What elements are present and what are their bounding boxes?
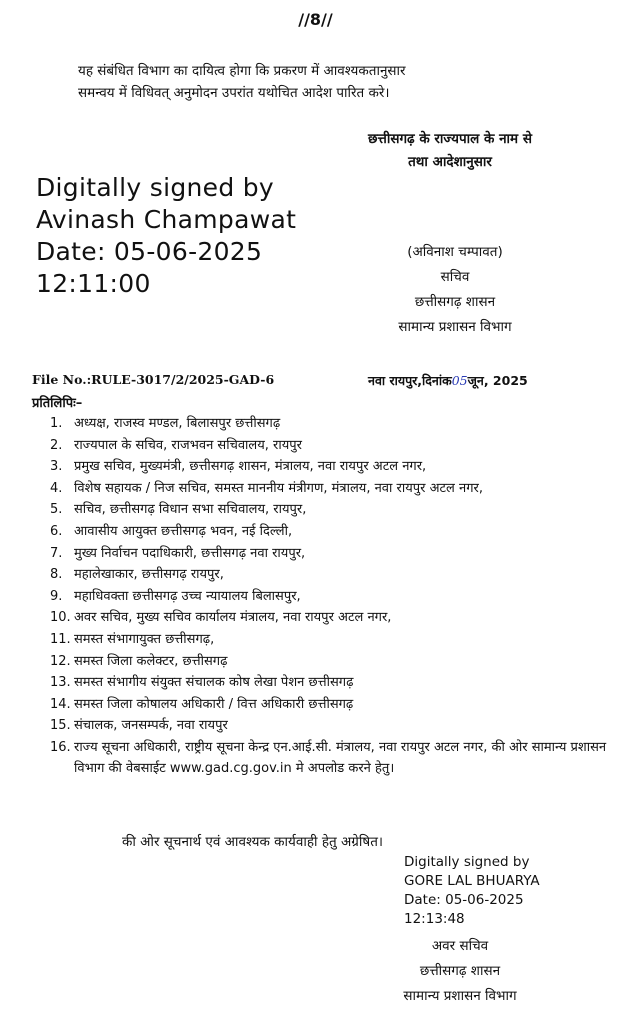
- list-item-number: 8.: [50, 567, 63, 583]
- signature-line: GORE LAL BHUARYA: [404, 873, 540, 889]
- list-item-text: राज्यपाल के सचिव, राजभवन सचिवालय, रायपुर: [74, 437, 302, 453]
- signatory-government: छत्तीसगढ़ शासन: [419, 963, 501, 979]
- list-item-text: मुख्य निर्वाचन पदाधिकारी, छत्तीसगढ़ नवा रायपुर,: [74, 545, 306, 561]
- list-item-text: राज्य सूचना अधिकारी, राष्ट्रीय सूचना केन्द्र एन.आई.सी. मंत्रालय, नवा रायपुर अटल नगर, की ओर सामान्य प्रशासन विभाग की वेबसाईट www.gad.cg.gov.in मे अपलोड करने हेतु।: [74, 739, 607, 776]
- file-number-line: [32, 372, 572, 387]
- list-item-number: 16.: [50, 739, 71, 755]
- place-date-prefix: नवा रायपुर,दिनांक: [368, 373, 452, 388]
- list-item-text: आवासीय आयुक्त छत्तीसगढ़ भवन, नई दिल्ली,: [74, 523, 293, 539]
- list-item: [50, 629, 610, 650]
- list-item: [50, 478, 610, 499]
- paragraph-line: यह संबंधित विभाग का दायित्व होगा कि प्रकरण में आवश्यकतानुसार: [78, 63, 406, 79]
- list-item-number: 10.: [50, 610, 71, 626]
- list-item-number: 14.: [50, 696, 71, 712]
- file-number: File No.:RULE-3017/2/2025-GAD-6: [32, 372, 275, 387]
- list-item: [50, 521, 610, 542]
- signatory-block: [360, 240, 550, 340]
- list-item: [50, 413, 610, 434]
- list-item-number: 2.: [50, 437, 63, 453]
- signature-line: Avinash Champawat: [36, 205, 297, 234]
- list-item: [50, 694, 610, 715]
- list-item: [50, 586, 610, 607]
- list-item-number: 5.: [50, 502, 63, 518]
- place-date-suffix: जून, 2025: [467, 373, 528, 388]
- forwarded-note: की ओर सूचनार्थ एवं आवश्यक कार्यवाही हेतु अग्रेषित।: [122, 834, 384, 850]
- list-item-text: महाधिवक्ता छत्तीसगढ़ उच्च न्यायालय बिलासपुर,: [74, 588, 301, 604]
- signatory-name: (अविनाश चम्पावत): [407, 244, 503, 260]
- signatory-department: सामान्य प्रशासन विभाग: [403, 988, 517, 1004]
- page-number: //8//: [298, 10, 333, 29]
- list-item-number: 3.: [50, 459, 63, 475]
- list-item-text: महालेखाकार, छत्तीसगढ़ रायपुर,: [74, 567, 224, 583]
- signature-line: Date: 05-06-2025: [36, 237, 263, 266]
- order-by-line: तथा आदेशानुसार: [408, 154, 492, 170]
- signatory-department: सामान्य प्रशासन विभाग: [398, 319, 512, 335]
- copy-list: [50, 413, 610, 780]
- signature-line: 12:11:00: [36, 269, 151, 298]
- digital-signature-stamp: [36, 172, 296, 300]
- list-item-number: 4.: [50, 480, 63, 496]
- list-item: [50, 435, 610, 456]
- list-item-number: 6.: [50, 523, 63, 539]
- list-item-text: अध्यक्ष, राजस्व मण्डल, बिलासपुर छत्तीसगढ़: [74, 416, 281, 431]
- list-item: [50, 715, 610, 736]
- list-item: [50, 651, 610, 672]
- list-item-text: समस्त जिला कोषालय अधिकारी / वित्त अधिकारी छत्तीसगढ़: [74, 696, 354, 712]
- list-item-number: 15.: [50, 718, 71, 734]
- handwritten-date: 05: [451, 373, 468, 388]
- paragraph-line: समन्वय में विधिवत् अनुमोदन उपरांत यथोचित आदेश पारित करे।: [78, 85, 390, 101]
- list-item-number: 13.: [50, 675, 71, 691]
- list-item-text: अवर सचिव, मुख्य सचिव कार्यालय मंत्रालय, नवा रायपुर अटल नगर,: [74, 610, 392, 626]
- signatory-designation: सचिव: [440, 269, 470, 285]
- list-item-number: 7.: [50, 545, 63, 561]
- list-item: [50, 564, 610, 585]
- list-item-text: समस्त संभागीय संयुक्त संचालक कोष लेखा पेशन छत्तीसगढ़: [74, 675, 354, 691]
- signatory-designation: अवर सचिव: [431, 938, 489, 954]
- signature-line: Digitally signed by: [404, 854, 530, 870]
- place-date: [368, 372, 528, 389]
- list-item: [50, 499, 610, 520]
- digital-signature-stamp: [404, 853, 540, 929]
- signature-line: Digitally signed by: [36, 173, 275, 202]
- list-item-text: प्रमुख सचिव, मुख्यमंत्री, छत्तीसगढ़ शासन, मंत्रालय, नवा रायपुर अटल नगर,: [74, 459, 427, 475]
- signatory-government: छत्तीसगढ़ शासन: [414, 294, 496, 310]
- list-item: [50, 543, 610, 564]
- signature-line: 12:13:48: [404, 911, 465, 927]
- list-item-number: 1.: [50, 416, 63, 431]
- signature-line: Date: 05-06-2025: [404, 892, 524, 908]
- copy-to-label: प्रतिलिपिः–: [32, 396, 83, 411]
- list-item: [50, 737, 610, 779]
- list-item-number: 9.: [50, 588, 63, 604]
- list-item-text: सचिव, छत्तीसगढ़ विधान सभा सचिवालय, रायपुर,: [74, 502, 307, 518]
- order-by-block: [330, 128, 570, 174]
- list-item-text: समस्त जिला कलेक्टर, छत्तीसगढ़: [74, 653, 228, 669]
- order-by-line: छत्तीसगढ़ के राज्यपाल के नाम से: [368, 131, 532, 147]
- body-paragraph: [78, 60, 578, 104]
- list-item-number: 11.: [50, 631, 71, 647]
- list-item: [50, 456, 610, 477]
- list-item-text: समस्त संभागायुक्त छत्तीसगढ़,: [74, 631, 215, 647]
- list-item-text: संचालक, जनसम्पर्क, नवा रायपुर: [74, 718, 228, 734]
- list-item-number: 12.: [50, 653, 71, 669]
- list-item-text: विशेष सहायक / निज सचिव, समस्त माननीय मंत्रीगण, मंत्रालय, नवा रायपुर अटल नगर,: [74, 480, 483, 496]
- list-item: [50, 672, 610, 693]
- signatory-block: [370, 934, 550, 1009]
- list-item: [50, 607, 610, 628]
